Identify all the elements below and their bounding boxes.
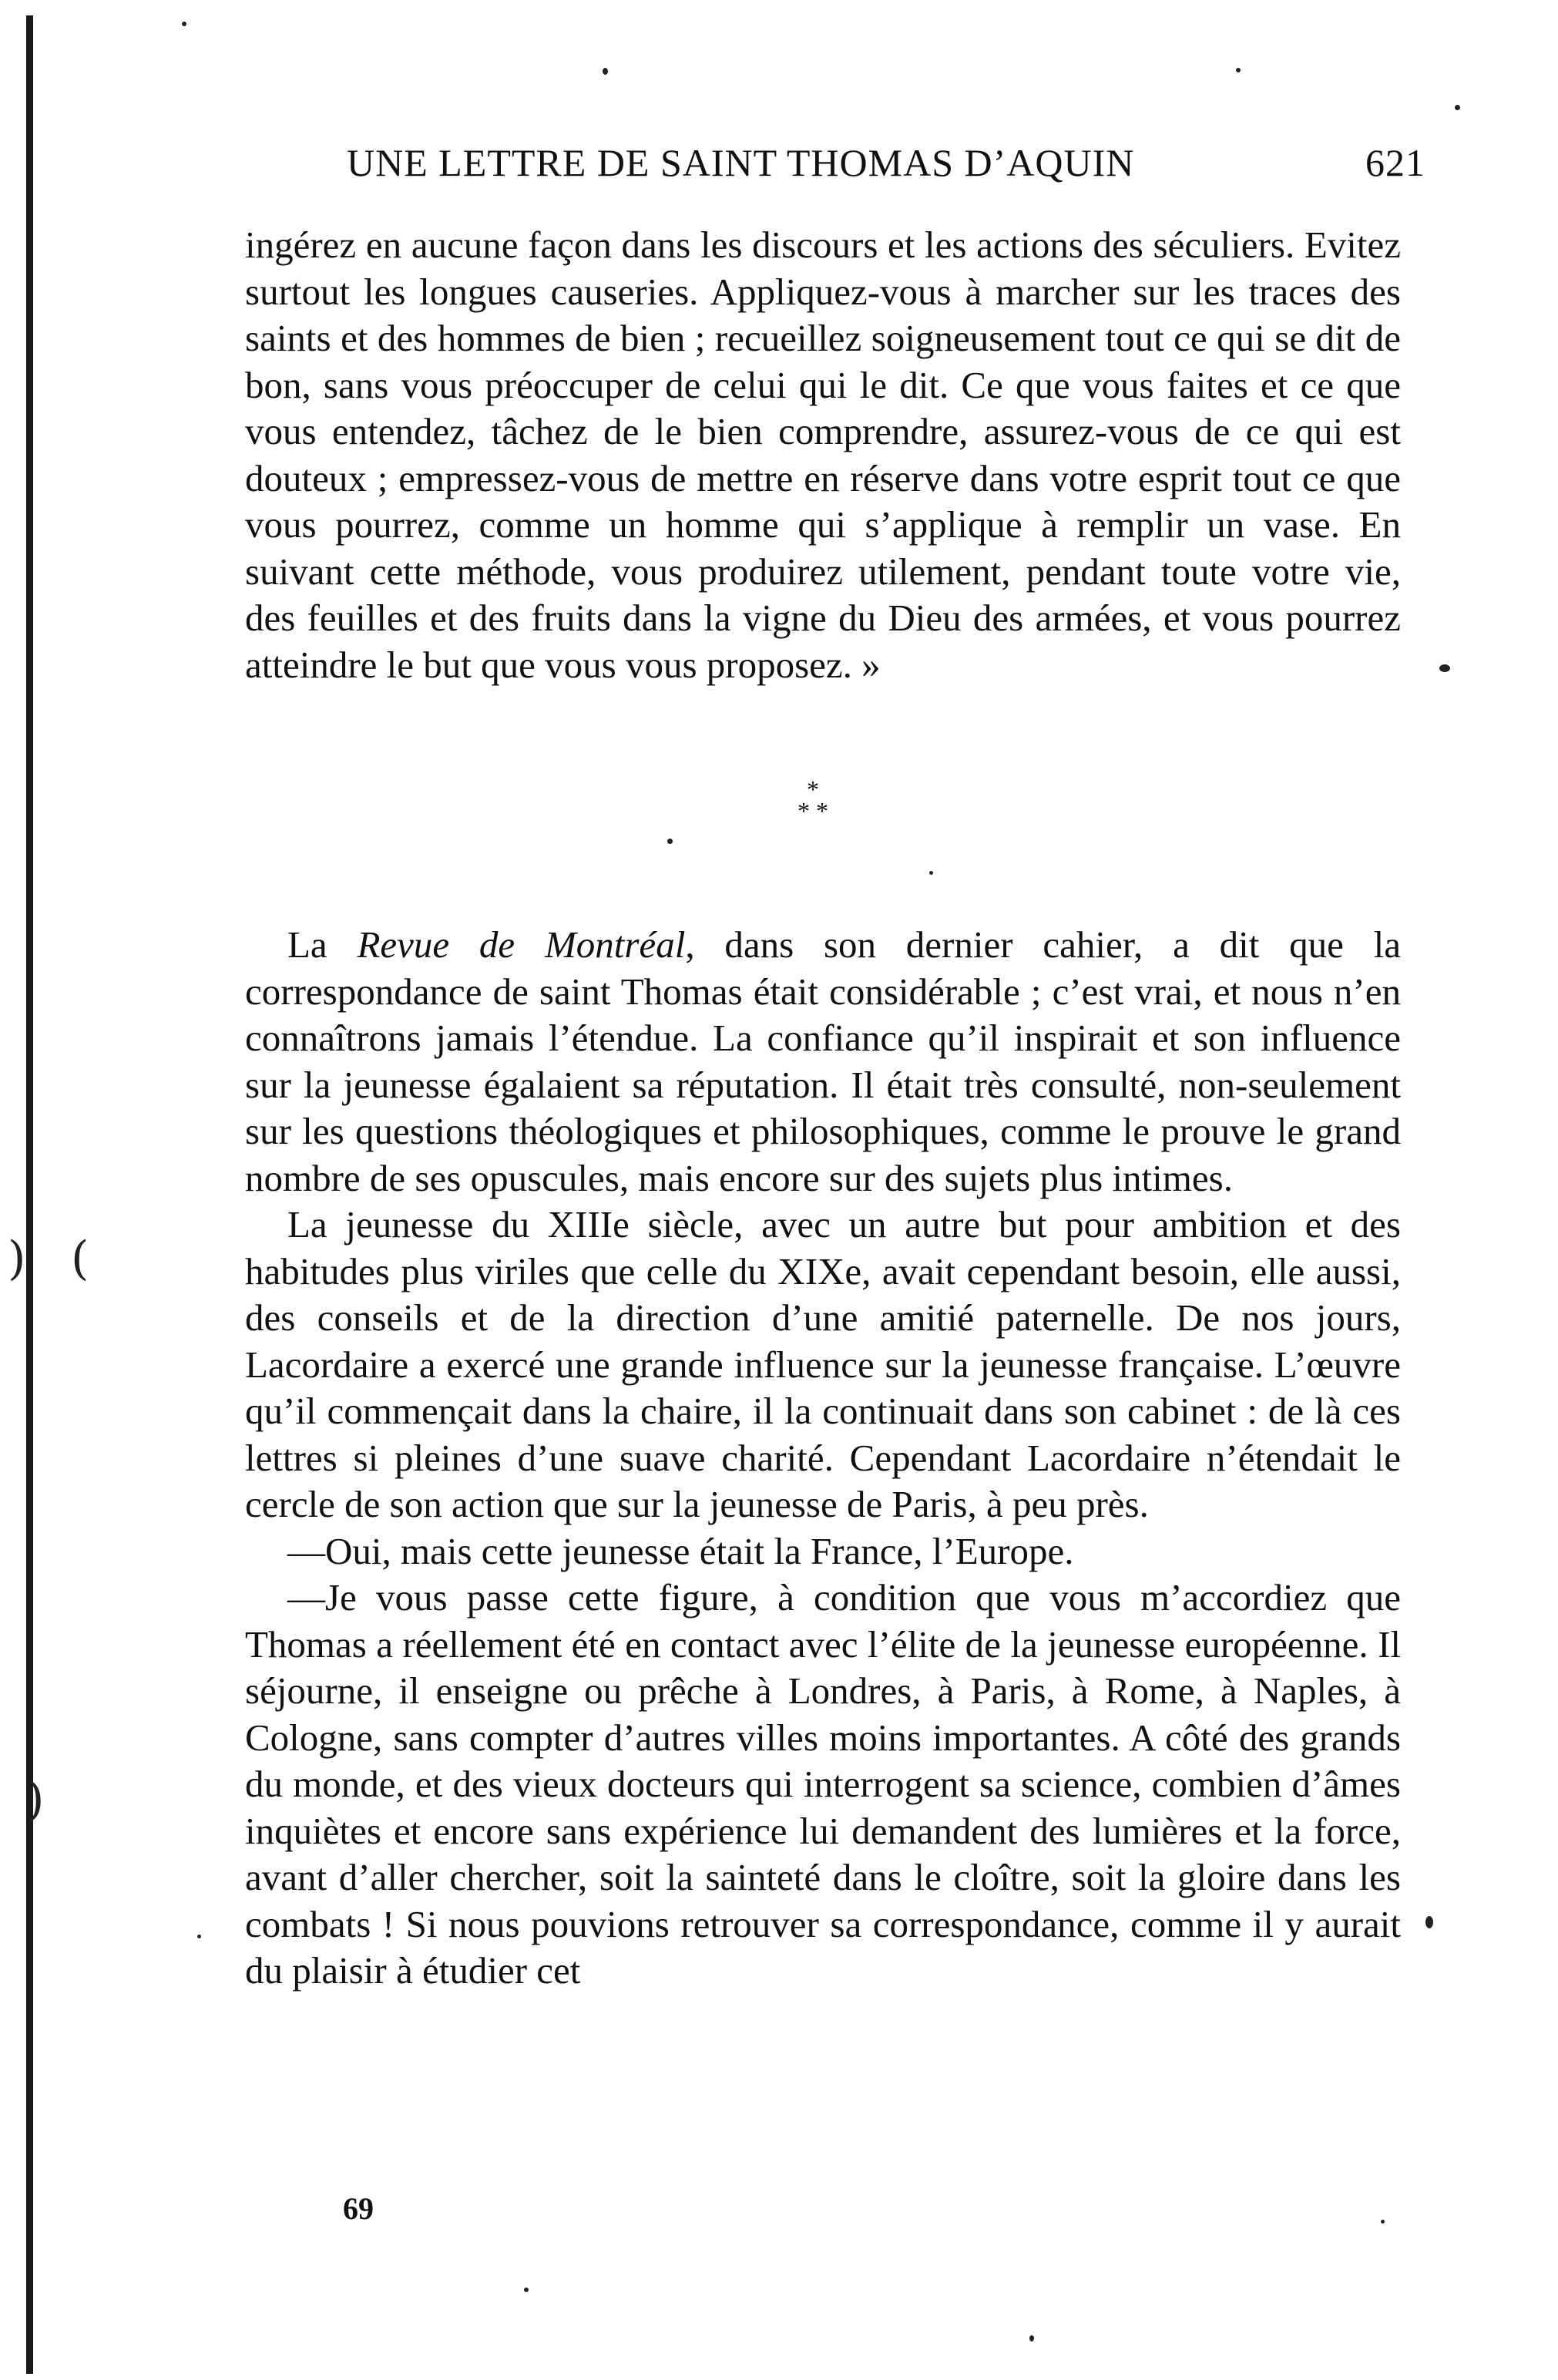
scan-speck bbox=[1425, 1916, 1433, 1928]
running-header bbox=[347, 140, 1425, 187]
scan-speck bbox=[1439, 664, 1450, 672]
scan-speck bbox=[524, 2288, 529, 2292]
journal-title: Revue de Montréal bbox=[357, 923, 686, 966]
margin-mark: ( bbox=[71, 1232, 89, 1286]
scan-speck bbox=[1381, 2220, 1385, 2224]
page-number: 621 bbox=[1365, 141, 1425, 184]
asterism-separator bbox=[790, 775, 836, 825]
p1-rest: , dans son dernier cahier, a dit que la correspondance de saint Thomas était considérable ; c’est vrai, et nous n’en connaîtrons jamais l’étendue. La confiance qu’il inspirait et son influence sur la jeunesse égalaient sa réputation. Il était très consulté, non-seulement sur les questions théologiques et philosophiques, comme le prouve le grand nombre de ses opuscules, mais encore sur des sujets plus intimes. bbox=[245, 923, 1402, 1199]
scan-speck bbox=[182, 22, 186, 26]
scan-speck bbox=[1029, 2335, 1034, 2341]
body-paragraph-4: —Je vous passe cette figure, à condition que vous m’accordiez que Thomas a réellement été en contact avec l’élite de la jeunesse européenne. Il séjourne, il enseigne ou prêche à Londres, à Paris, à Rome, à Naples, à Cologne, sans compter d’autres villes moins importantes. A côté des grands du monde, et des vieux docteurs qui interrogent sa science, combien d’âmes inquiètes et encore sans expérience lui demandent des lumières et la force, avant d’aller chercher, soit la sainteté dans le cloître, soit la gloire dans les combats ! Si nous pouvions retrouver sa correspondance, comme il y aurait du plaisir à étudier cet bbox=[245, 1576, 1401, 1992]
margin-mark: ) bbox=[8, 1232, 26, 1286]
printer-signature: 69 bbox=[343, 2191, 374, 2226]
body-text bbox=[245, 922, 1401, 1995]
scan-speck bbox=[929, 871, 933, 875]
asterism-bottom: * * bbox=[797, 797, 828, 825]
margin-mark: ) bbox=[26, 1773, 45, 1827]
running-title: UNE LETTRE DE SAINT THOMAS D’AQUIN bbox=[347, 141, 1135, 184]
binding-edge bbox=[26, 15, 33, 2374]
scan-speck bbox=[197, 1935, 201, 1938]
body-paragraph-2: La jeunesse du XIIIe siècle, avec un autre but pour ambition et des habitudes plus viriles que celle du XIXe, avait cependant besoin, elle aussi, des conseils et de la direction d’une amitié paternelle. De nos jours, Lacordaire a exercé une grande influence sur la jeunesse française. L’œuvre qu’il commençait dans la chaire, il la continuait dans son cabinet : de là ces lettres si pleines d’une suave charité. Cependant Lacordaire n’étendait le cercle de son action que sur la jeunesse de Paris, à peu près. bbox=[245, 1203, 1401, 1525]
p1-prefix: La bbox=[287, 923, 358, 966]
asterism-top: * bbox=[807, 775, 819, 803]
body-paragraph-1 bbox=[245, 922, 1401, 1202]
scan-speck bbox=[1236, 68, 1241, 72]
scan-speck bbox=[603, 68, 608, 75]
quote-block bbox=[245, 222, 1401, 688]
scan-speck bbox=[667, 839, 673, 844]
quote-paragraph: ingérez en aucune façon dans les discours et les actions des séculiers. Evitez surtout les longues causeries. Appliquez-vous à marcher sur les traces des saints et des hommes de bien ; recueillez soigneusement tout ce qui se dit de bon, sans vous préoccuper de celui qui le dit. Ce que vous faites et ce que vous entendez, tâchez de le bien comprendre, assurez-vous de ce qui est douteux ; empressez-vous de mettre en réserve dans votre esprit tout ce que vous pourrez, comme un homme qui s’applique à remplir un vase. En suivant cette méthode, vous produirez utilement, pendant toute votre vie, des feuilles et des fruits dans la vigne du Dieu des armées, et vous pourrez atteindre le but que vous vous proposez. » bbox=[245, 224, 1401, 686]
body-paragraph-3: —Oui, mais cette jeunesse était la France, l’Europe. bbox=[287, 1529, 1074, 1572]
scan-speck bbox=[1455, 105, 1460, 110]
